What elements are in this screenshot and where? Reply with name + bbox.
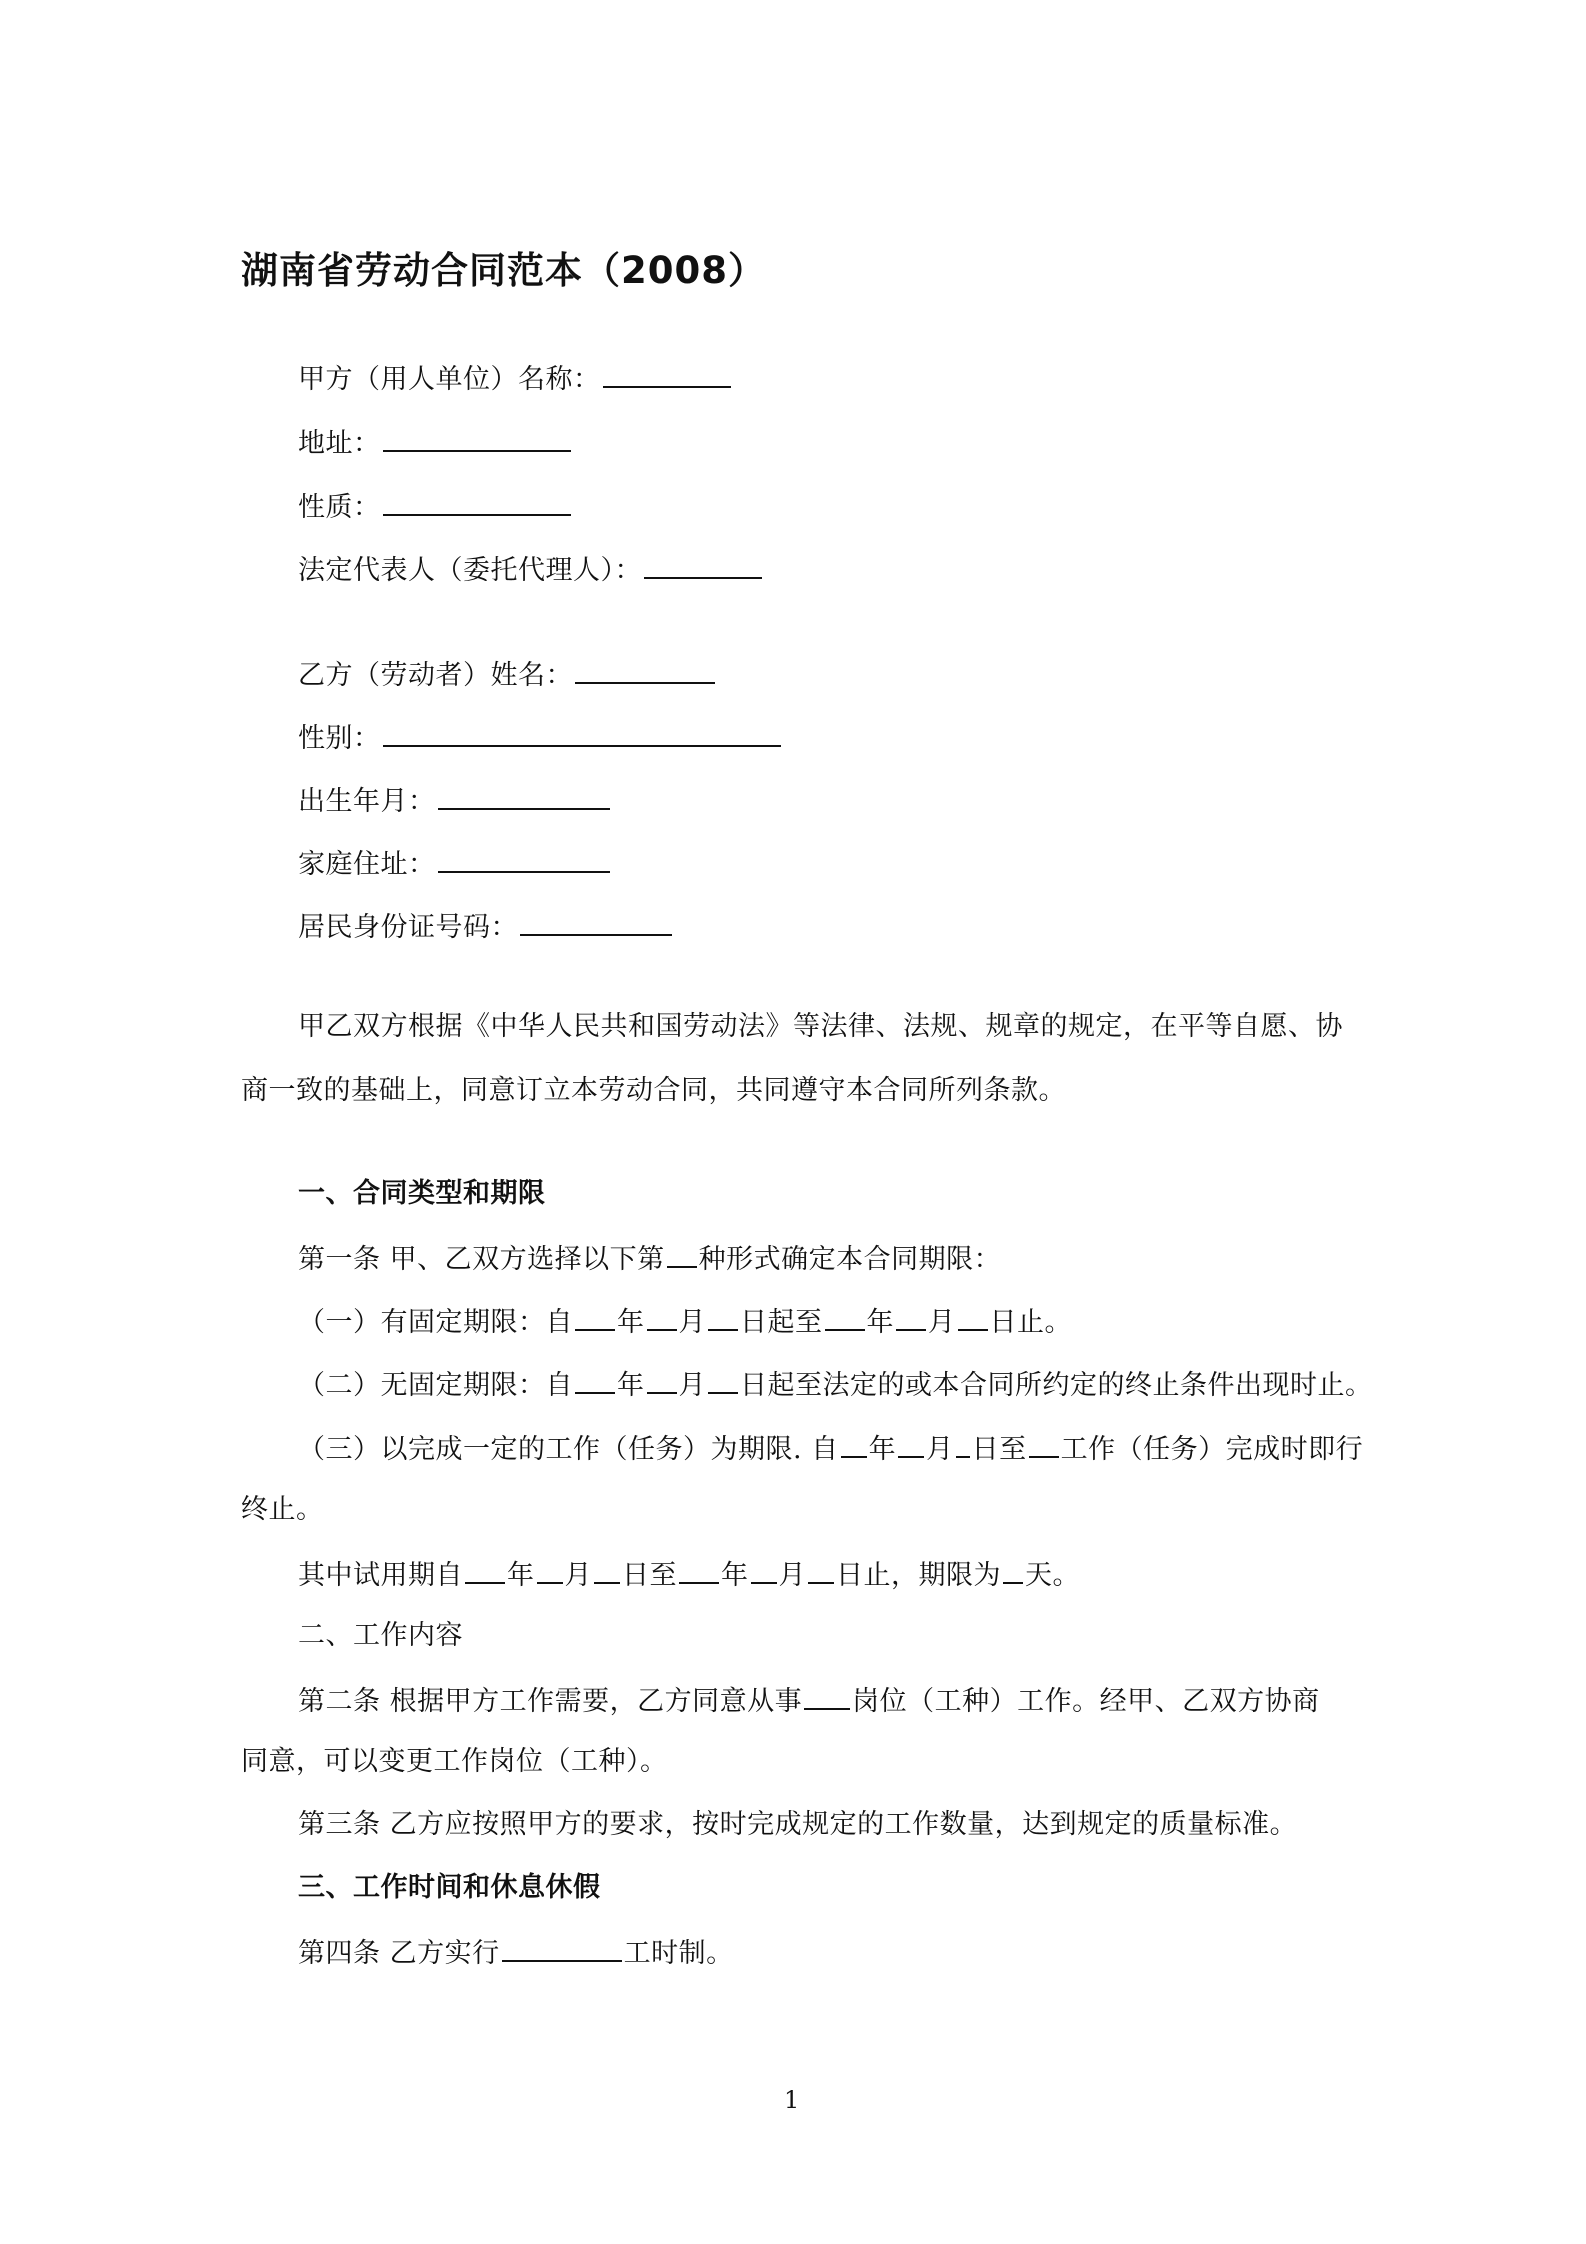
party-b-home-label: 家庭住址：	[298, 849, 436, 880]
month-label: 月	[926, 1434, 954, 1465]
article-1-text-b: 种形式确定本合同期限：	[698, 1244, 1002, 1275]
party-a-nature-row	[298, 488, 573, 525]
party-b-gender-label: 性别：	[298, 723, 381, 754]
party-b-birth-label: 出生年月：	[298, 786, 436, 817]
party-a-address-label: 地址：	[298, 428, 381, 459]
page-number: 1	[784, 2086, 800, 2114]
party-a-name-row	[298, 360, 733, 397]
party-b-id-row	[298, 908, 674, 945]
article-2-text-b: 岗位（工种）工作。经甲、乙双方协商	[852, 1686, 1320, 1717]
preamble-line-1: 甲乙双方根据《中华人民共和国劳动法》等法律、法规、规章的规定，在平等自愿、协	[298, 1011, 1343, 1042]
blank[interactable]	[825, 1303, 865, 1331]
blank[interactable]	[647, 1303, 677, 1331]
month-label: 月	[928, 1307, 956, 1338]
section-2-heading: 二、工作内容	[298, 1620, 463, 1651]
article-4-text-b: 工时制。	[623, 1938, 734, 1969]
option-3-continued: 终止。	[241, 1494, 324, 1525]
party-a-nature-blank[interactable]	[383, 488, 571, 516]
party-b-home-row	[298, 845, 612, 882]
document-title: 湖南省劳动合同范本（2008）	[241, 249, 766, 292]
option-2-end: 日起至法定的或本合同所约定的终止条件出现时止。	[740, 1370, 1373, 1401]
blank[interactable]	[958, 1303, 988, 1331]
end-label: 日止。	[989, 1307, 1072, 1338]
blank[interactable]	[647, 1366, 677, 1394]
year-label: 年	[866, 1307, 894, 1338]
blank[interactable]	[896, 1303, 926, 1331]
blank[interactable]	[841, 1430, 867, 1458]
blank[interactable]	[575, 1303, 615, 1331]
party-b-gender-row	[298, 719, 783, 756]
article-1-blank[interactable]	[667, 1240, 697, 1268]
blank[interactable]	[898, 1430, 924, 1458]
trial-text: 其中试用期自	[298, 1560, 463, 1591]
party-b-home-blank[interactable]	[438, 845, 610, 873]
to-label: 日至	[622, 1560, 677, 1591]
option-1-text: （一）有固定期限：自	[298, 1307, 573, 1338]
option-2	[298, 1366, 1373, 1403]
party-a-address-blank[interactable]	[383, 424, 571, 452]
party-b-name-row	[298, 656, 717, 693]
party-a-nature-label: 性质：	[298, 492, 381, 523]
blank[interactable]	[1029, 1430, 1059, 1458]
month-label: 月	[678, 1370, 706, 1401]
party-a-address-row	[298, 424, 573, 461]
from-label: 日起至	[740, 1307, 823, 1338]
article-2	[298, 1682, 1320, 1719]
year-label: 年	[617, 1370, 645, 1401]
party-b-name-label: 乙方（劳动者）姓名：	[298, 660, 573, 691]
blank[interactable]	[708, 1366, 738, 1394]
option-3-end: 工作（任务）完成时即行	[1060, 1434, 1364, 1465]
blank[interactable]	[575, 1366, 615, 1394]
party-a-rep-label: 法定代表人（委托代理人）：	[298, 555, 642, 586]
article-4-text-a: 第四条 乙方实行	[298, 1938, 500, 1969]
year-label: 年	[721, 1560, 749, 1591]
article-4	[298, 1934, 734, 1971]
party-b-birth-row	[298, 782, 612, 819]
days-label: 天。	[1025, 1560, 1080, 1591]
blank[interactable]	[956, 1430, 970, 1458]
month-label: 月	[678, 1307, 706, 1338]
blank[interactable]	[808, 1556, 834, 1584]
article-1	[298, 1240, 1001, 1277]
blank[interactable]	[708, 1303, 738, 1331]
section-3-heading: 三、工作时间和休息休假	[298, 1872, 601, 1903]
trial-end-label: 日止，期限为	[836, 1560, 1001, 1591]
option-3	[298, 1430, 1363, 1467]
party-a-rep-blank[interactable]	[644, 551, 762, 579]
preamble-line-2: 商一致的基础上，同意订立本劳动合同，共同遵守本合同所列条款。	[241, 1075, 1066, 1106]
blank[interactable]	[465, 1556, 505, 1584]
article-1-text-a: 第一条 甲、乙双方选择以下第	[298, 1244, 665, 1275]
article-4-blank[interactable]	[502, 1934, 622, 1962]
party-a-name-blank[interactable]	[603, 360, 731, 388]
party-a-name-label: 甲方（用人单位）名称：	[298, 364, 601, 395]
year-label: 年	[868, 1434, 897, 1465]
option-2-text: （二）无固定期限：自	[298, 1370, 573, 1401]
year-label: 年	[617, 1307, 645, 1338]
party-b-id-label: 居民身份证号码：	[298, 912, 518, 943]
option-3-text: （三）以完成一定的工作（任务）为期限. 自	[298, 1434, 839, 1465]
article-2-blank[interactable]	[804, 1682, 850, 1710]
blank[interactable]	[679, 1556, 719, 1584]
month-label: 月	[564, 1560, 592, 1591]
article-2-continued: 同意，可以变更工作岗位（工种）。	[241, 1746, 668, 1777]
party-b-gender-blank[interactable]	[383, 719, 781, 747]
blank[interactable]	[751, 1556, 777, 1584]
trial-period	[298, 1556, 1080, 1593]
blank[interactable]	[594, 1556, 620, 1584]
blank[interactable]	[1003, 1556, 1023, 1584]
party-b-id-blank[interactable]	[520, 908, 672, 936]
party-b-birth-blank[interactable]	[438, 782, 610, 810]
section-1-heading: 一、合同类型和期限	[298, 1178, 546, 1209]
article-2-text-a: 第二条 根据甲方工作需要，乙方同意从事	[298, 1686, 803, 1717]
option-1	[298, 1303, 1072, 1340]
article-3: 第三条 乙方应按照甲方的要求，按时完成规定的工作数量，达到规定的质量标准。	[298, 1809, 1298, 1840]
party-a-rep-row	[298, 551, 764, 588]
blank[interactable]	[537, 1556, 563, 1584]
to-label: 日至	[971, 1434, 1027, 1465]
year-label: 年	[507, 1560, 535, 1591]
month-label: 月	[778, 1560, 806, 1591]
party-b-name-blank[interactable]	[575, 656, 715, 684]
